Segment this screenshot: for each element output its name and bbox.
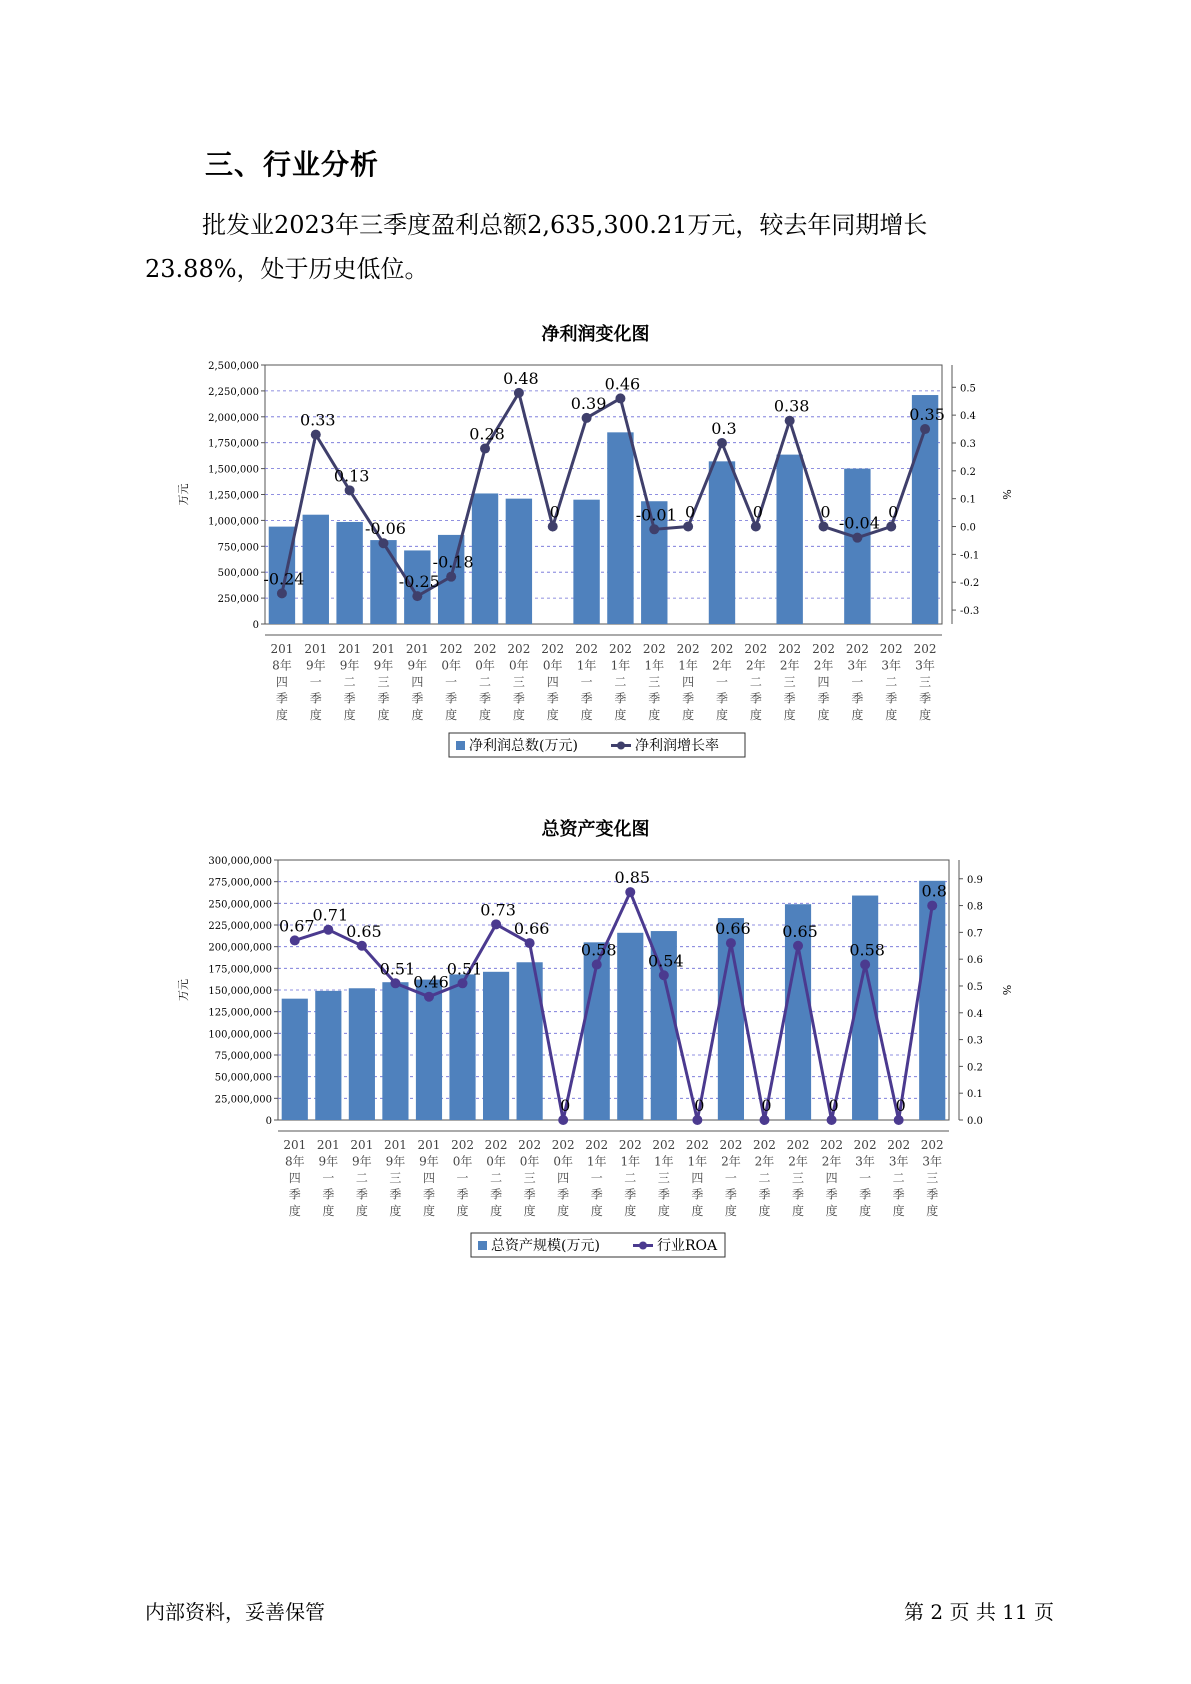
- line-point: [458, 978, 468, 988]
- data-label: 0.73: [480, 900, 516, 920]
- line-point: [548, 522, 558, 532]
- net-profit-chart: [0, 355, 1191, 775]
- y-tick-label: 250,000: [217, 594, 259, 606]
- bar: [506, 499, 532, 624]
- paragraph-line2: 23.88%，处于历史低位。: [145, 255, 429, 283]
- data-label: 0.8: [921, 881, 947, 901]
- x-tick-label: 202 2年三季度: [786, 1138, 810, 1218]
- line-point: [659, 970, 669, 980]
- y2-tick-label: 0.4: [960, 411, 976, 423]
- y2-tick-label: 0.7: [967, 928, 983, 940]
- line-point: [920, 424, 930, 434]
- y-tick-label: 1,750,000: [208, 438, 259, 450]
- bar: [844, 469, 870, 624]
- y-tick-label: 150,000,000: [208, 986, 272, 997]
- x-tick-label: 201 8年四季度: [270, 642, 294, 722]
- x-tick-label: 202 1年四季度: [676, 642, 700, 722]
- y2-tick-label: 0.8: [967, 901, 983, 913]
- line-point: [323, 925, 333, 935]
- x-tick-label: 202 0年二季度: [484, 1138, 508, 1218]
- data-label: 0: [828, 1096, 839, 1115]
- y-tick-label: 300,000,000: [208, 856, 272, 867]
- y-tick-label: 750,000: [217, 542, 259, 554]
- y2-tick-label: 0.4: [967, 1008, 983, 1020]
- bar: [382, 982, 408, 1120]
- data-label: -0.18: [432, 552, 474, 572]
- y-tick-label: 125,000,000: [208, 1007, 272, 1019]
- y-tick-label: 2,250,000: [208, 386, 259, 398]
- data-label: -0.06: [364, 519, 406, 539]
- data-label: 0.33: [299, 410, 336, 430]
- data-label: 0: [820, 502, 831, 522]
- data-label: 0.48: [503, 368, 539, 388]
- footer-page-number: 第 2 页 共 11 页: [904, 1600, 1054, 1624]
- y2-axis-unit: %: [1000, 489, 1013, 500]
- y2-tick-label: 0.3: [967, 1035, 983, 1047]
- data-label: -0.25: [398, 572, 440, 592]
- data-label: 0.65: [346, 921, 382, 941]
- x-tick-label: 201 9年三季度: [383, 1138, 407, 1218]
- line-point: [785, 416, 795, 426]
- y2-tick-label: 0.2: [967, 1062, 983, 1074]
- line-point: [491, 919, 501, 929]
- data-label: 0.28: [469, 424, 505, 444]
- x-tick-label: 202 2年二季度: [753, 1138, 776, 1218]
- line-point: [927, 901, 937, 911]
- data-label: 0.85: [614, 868, 651, 888]
- line-point: [852, 533, 862, 543]
- y-tick-label: 275,000,000: [208, 877, 272, 889]
- x-tick-label: 202 0年二季度: [473, 642, 497, 722]
- y-tick-label: 200,000,000: [208, 942, 272, 954]
- legend-bar-swatch: [478, 1241, 487, 1250]
- x-tick-label: 202 1年一季度: [575, 642, 599, 722]
- data-label: 0.46: [413, 972, 449, 992]
- data-label: 0.58: [580, 940, 617, 960]
- line-point: [378, 538, 388, 548]
- line-point: [424, 992, 434, 1002]
- line-point: [412, 591, 422, 601]
- line-point: [625, 887, 635, 897]
- data-label: 0.51: [379, 959, 416, 979]
- y-axis-unit: 万元: [177, 483, 190, 506]
- line-point: [886, 522, 896, 532]
- bar: [483, 972, 509, 1120]
- x-tick-label: 202 1年四季度: [685, 1138, 709, 1218]
- line-point: [726, 938, 736, 948]
- bar: [349, 988, 375, 1120]
- bar: [709, 461, 735, 624]
- x-tick-label: 201 9年二季度: [338, 642, 362, 722]
- x-tick-label: 202 0年三季度: [507, 642, 531, 722]
- y2-tick-label: 0.1: [960, 494, 976, 506]
- y-tick-label: 225,000,000: [208, 921, 272, 932]
- x-tick-label: 202 3年一季度: [853, 1138, 877, 1218]
- y-axis-unit: 万元: [177, 979, 190, 1001]
- data-label: 0: [761, 1096, 772, 1115]
- line-point: [759, 1115, 769, 1125]
- data-label: -0.04: [838, 513, 880, 533]
- y-tick-label: 1,500,000: [208, 464, 259, 476]
- y-tick-label: 500,000: [217, 568, 259, 580]
- data-label: 0.65: [782, 921, 818, 941]
- section-paragraph: [145, 203, 1025, 291]
- bar: [336, 522, 362, 624]
- x-tick-label: 202 3年三季度: [913, 642, 937, 722]
- line-point: [683, 522, 693, 532]
- x-tick-label: 202 3年三季度: [920, 1138, 944, 1218]
- x-tick-label: 201 9年二季度: [350, 1138, 374, 1218]
- data-label: 0.35: [909, 405, 945, 425]
- chart1-title: 净利润变化图: [541, 324, 650, 345]
- data-label: 0.39: [570, 393, 607, 413]
- y2-tick-label: 0.2: [960, 466, 976, 478]
- bar: [617, 933, 643, 1120]
- line-point: [277, 588, 287, 598]
- legend-line-label: 净利润增长率: [635, 738, 719, 754]
- chart2-title: 总资产变化图: [541, 819, 650, 840]
- x-tick-label: 202 1年二季度: [608, 642, 632, 722]
- x-tick-label: 202 2年一季度: [710, 642, 734, 722]
- data-label: 0: [694, 1096, 705, 1115]
- y2-tick-label: 0.0: [967, 1116, 983, 1127]
- y-tick-label: 2,000,000: [208, 412, 259, 424]
- data-label: 0: [685, 502, 696, 522]
- data-label: 0.66: [513, 919, 550, 939]
- y-tick-label: 50,000,000: [214, 1072, 272, 1084]
- legend-line-label: 行业ROA: [657, 1238, 718, 1254]
- bar: [607, 432, 633, 624]
- data-label: 0.46: [604, 374, 641, 394]
- legend-bar-label: 净利润总数(万元): [469, 738, 578, 754]
- x-tick-label: 202 1年一季度: [585, 1138, 609, 1218]
- y2-axis-unit: %: [1000, 984, 1013, 996]
- data-label: 0: [888, 502, 899, 522]
- paragraph-line1: 批发业2023年三季度盈利总额2,635,300.21万元，较去年同期增长: [202, 211, 928, 239]
- y2-tick-label: -0.1: [960, 550, 980, 562]
- line-point: [615, 393, 625, 403]
- line-point: [582, 413, 592, 423]
- section-heading: 三、行业分析: [205, 148, 380, 181]
- y-tick-label: 2,500,000: [208, 361, 259, 372]
- data-label: 0: [895, 1096, 906, 1115]
- x-tick-label: 201 8年四季度: [283, 1138, 307, 1218]
- line-point: [819, 522, 829, 532]
- line-point: [894, 1115, 904, 1125]
- x-tick-label: 202 2年四季度: [812, 642, 835, 722]
- y2-tick-label: 0.6: [967, 955, 983, 967]
- data-label: 0.66: [715, 919, 751, 939]
- x-tick-label: 202 3年一季度: [845, 642, 869, 722]
- y2-tick-label: -0.3: [960, 606, 980, 618]
- x-tick-label: 201 9年四季度: [417, 1138, 441, 1218]
- x-tick-label: 202 2年二季度: [744, 642, 768, 722]
- legend-bar-label: 总资产规模(万元): [491, 1238, 600, 1254]
- bar: [472, 493, 498, 624]
- line-point: [390, 978, 400, 988]
- bar: [919, 881, 945, 1120]
- x-tick-label: 201 9年一季度: [304, 642, 328, 722]
- data-label: -0.24: [263, 569, 305, 589]
- line-point: [827, 1115, 837, 1125]
- legend-bar-swatch: [456, 741, 465, 750]
- line-point: [860, 960, 870, 970]
- x-tick-label: 202 0年三季度: [518, 1138, 542, 1218]
- y2-tick-label: 0.5: [967, 981, 983, 993]
- line-point: [357, 941, 367, 951]
- data-label: -0.01: [635, 505, 677, 525]
- data-label: 0: [560, 1096, 571, 1115]
- x-tick-label: 202 2年三季度: [778, 642, 802, 722]
- x-tick-label: 201 9年四季度: [405, 642, 429, 722]
- line-point: [446, 572, 456, 582]
- line-point: [525, 938, 535, 948]
- total-assets-chart: [0, 850, 1191, 1270]
- data-label: 0.3: [711, 418, 737, 438]
- bar: [303, 515, 329, 624]
- y2-tick-label: 0.0: [960, 522, 976, 534]
- y-tick-label: 1,250,000: [208, 490, 259, 502]
- bar: [776, 455, 802, 624]
- footer-confidential: 内部资料，妥善保管: [145, 1600, 325, 1624]
- line-point: [558, 1115, 568, 1125]
- x-tick-label: 201 9年一季度: [316, 1138, 340, 1218]
- line-point: [290, 935, 300, 945]
- y-tick-label: 0: [265, 1116, 272, 1127]
- legend-line-marker: [639, 1242, 647, 1250]
- line-point: [480, 444, 490, 454]
- x-tick-label: 202 3年二季度: [887, 1138, 911, 1218]
- x-tick-label: 201 9年三季度: [372, 642, 395, 722]
- y2-tick-label: 0.5: [960, 383, 976, 395]
- line-point: [692, 1115, 702, 1125]
- y2-tick-label: 0.9: [967, 874, 983, 886]
- line-point: [345, 485, 355, 495]
- data-label: 0.58: [849, 940, 885, 960]
- data-label: 0.13: [333, 466, 370, 486]
- y2-tick-label: 0.1: [967, 1089, 983, 1101]
- line-point: [592, 960, 602, 970]
- data-label: 0.67: [278, 916, 315, 936]
- data-label: 0: [752, 502, 763, 522]
- bar: [573, 500, 599, 624]
- bar: [282, 999, 308, 1120]
- x-tick-label: 202 0年一季度: [451, 1138, 474, 1218]
- x-tick-label: 202 0年四季度: [551, 1138, 575, 1218]
- line-point: [751, 522, 761, 532]
- data-label: 0.38: [773, 396, 810, 416]
- data-label: 0: [549, 502, 560, 522]
- line-point: [717, 438, 727, 448]
- y-tick-label: 175,000,000: [208, 964, 272, 976]
- bar: [370, 540, 396, 624]
- line-point: [793, 941, 803, 951]
- x-tick-label: 202 0年一季度: [439, 642, 463, 722]
- line-point: [649, 524, 659, 534]
- y-tick-label: 75,000,000: [214, 1051, 272, 1062]
- legend-line-marker: [617, 742, 625, 750]
- y-tick-label: 1,000,000: [208, 516, 259, 528]
- y-tick-label: 100,000,000: [208, 1029, 272, 1041]
- x-tick-label: 202 1年二季度: [618, 1138, 642, 1218]
- data-label: 0.54: [648, 951, 684, 971]
- y2-tick-label: -0.2: [960, 578, 980, 590]
- bar: [449, 974, 475, 1120]
- x-tick-label: 202 3年二季度: [879, 642, 903, 722]
- x-tick-label: 202 2年四季度: [820, 1138, 844, 1218]
- data-label: 0.71: [312, 905, 349, 925]
- x-tick-label: 202 1年三季度: [652, 1138, 676, 1218]
- y-tick-label: 25,000,000: [214, 1094, 272, 1106]
- y-tick-label: 0: [252, 620, 259, 631]
- x-tick-label: 202 0年四季度: [541, 642, 565, 722]
- line-point: [311, 430, 321, 440]
- data-label: 0.51: [446, 959, 483, 979]
- y2-tick-label: 0.3: [960, 438, 976, 450]
- line-point: [514, 388, 524, 398]
- y-tick-label: 250,000,000: [208, 899, 272, 911]
- x-tick-label: 202 2年一季度: [719, 1138, 743, 1218]
- x-tick-label: 202 1年三季度: [642, 642, 666, 722]
- bar: [315, 991, 341, 1120]
